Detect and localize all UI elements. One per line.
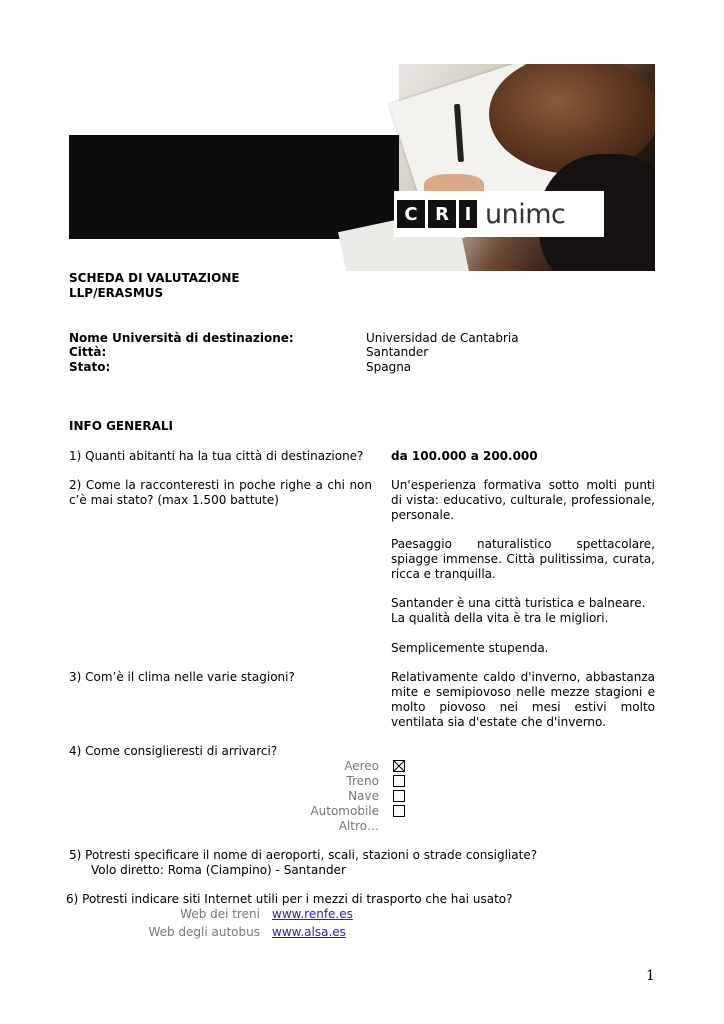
question-5: 5) Potresti specificare il nome di aeroporti, scali, stazioni o strade consigliate? xyxy=(69,848,538,862)
header-banner xyxy=(69,64,655,271)
university-label: Nome Università di destinazione: xyxy=(69,331,294,345)
checkbox-automobile[interactable] xyxy=(393,805,405,817)
answer-5: Volo diretto: Roma (Ciampino) - Santander xyxy=(91,863,346,877)
answer-2-paragraph-2: Paesaggio naturalistico spettacolare, spiagge immense. Città pulitissima, curata, ricca e tranquilla. xyxy=(391,537,655,581)
question-4: 4) Come consiglieresti di arrivarci? xyxy=(69,744,278,758)
question-3: 3) Com’è il clima nelle varie stagioni? xyxy=(69,670,295,684)
checkbox-nave[interactable] xyxy=(393,790,405,802)
answer-3: Relativamente caldo d'inverno, abbastanza mite e semipiovoso nelle mezze stagioni e molto piovoso nei mesi estivi molto ventilata sia d'estate che d'inverno. xyxy=(391,670,655,729)
city-value: Santander xyxy=(366,345,429,359)
document-title-line1: SCHEDA DI VALUTAZIONE xyxy=(69,271,240,285)
section-title: INFO GENERALI xyxy=(69,419,174,433)
page-number: 1 xyxy=(646,968,655,984)
university-value: Universidad de Cantabria xyxy=(366,331,519,345)
country-value: Spagna xyxy=(366,360,412,374)
site-label-autobus: Web degli autobus xyxy=(148,925,260,939)
country-label: Stato: xyxy=(69,360,111,374)
question-1: 1) Quanti abitanti ha la tua città di destinazione? xyxy=(69,449,364,463)
cri-unimc-logo xyxy=(394,191,604,237)
answer-2-paragraph-3: Santander è una città turistica e balneare. La qualità della vita è tra le migliori. xyxy=(391,596,646,625)
checkbox-aereo[interactable] xyxy=(393,760,405,772)
answer-2-paragraph-1: Un'esperienza formativa sotto molti punti di vista: educativo, culturale, professionale, personale. xyxy=(391,478,655,522)
option-label-aereo: Aereo xyxy=(344,759,379,773)
site-link-renfe[interactable]: www.renfe.es xyxy=(272,907,353,921)
question-2: 2) Come la racconteresti in poche righe a chi non c’è mai stato? (max 1.500 battute) xyxy=(69,478,372,507)
logo-letter-c: C xyxy=(397,200,425,228)
document-title-line2: LLP/ERASMUS xyxy=(69,286,164,300)
site-label-treni: Web dei treni xyxy=(180,907,260,921)
city-label: Città: xyxy=(69,345,107,359)
option-label-treno: Treno xyxy=(346,774,379,788)
answer-1: da 100.000 a 200.000 xyxy=(391,449,538,463)
logo-letter-r: R xyxy=(428,200,456,228)
answer-2-paragraph-4: Semplicemente stupenda. xyxy=(391,641,549,655)
site-link-alsa[interactable]: www.alsa.es xyxy=(272,925,346,939)
checkbox-treno[interactable] xyxy=(393,775,405,787)
logo-word: unimc xyxy=(485,198,566,230)
option-label-nave: Nave xyxy=(348,789,379,803)
option-label-altro: Altro… xyxy=(338,819,379,833)
option-label-automobile: Automobile xyxy=(310,804,379,818)
check-cross-icon xyxy=(394,761,404,771)
logo-letter-i: I xyxy=(459,200,477,228)
question-6: 6) Potresti indicare siti Internet utili per i mezzi di trasporto che hai usato? xyxy=(66,892,513,906)
